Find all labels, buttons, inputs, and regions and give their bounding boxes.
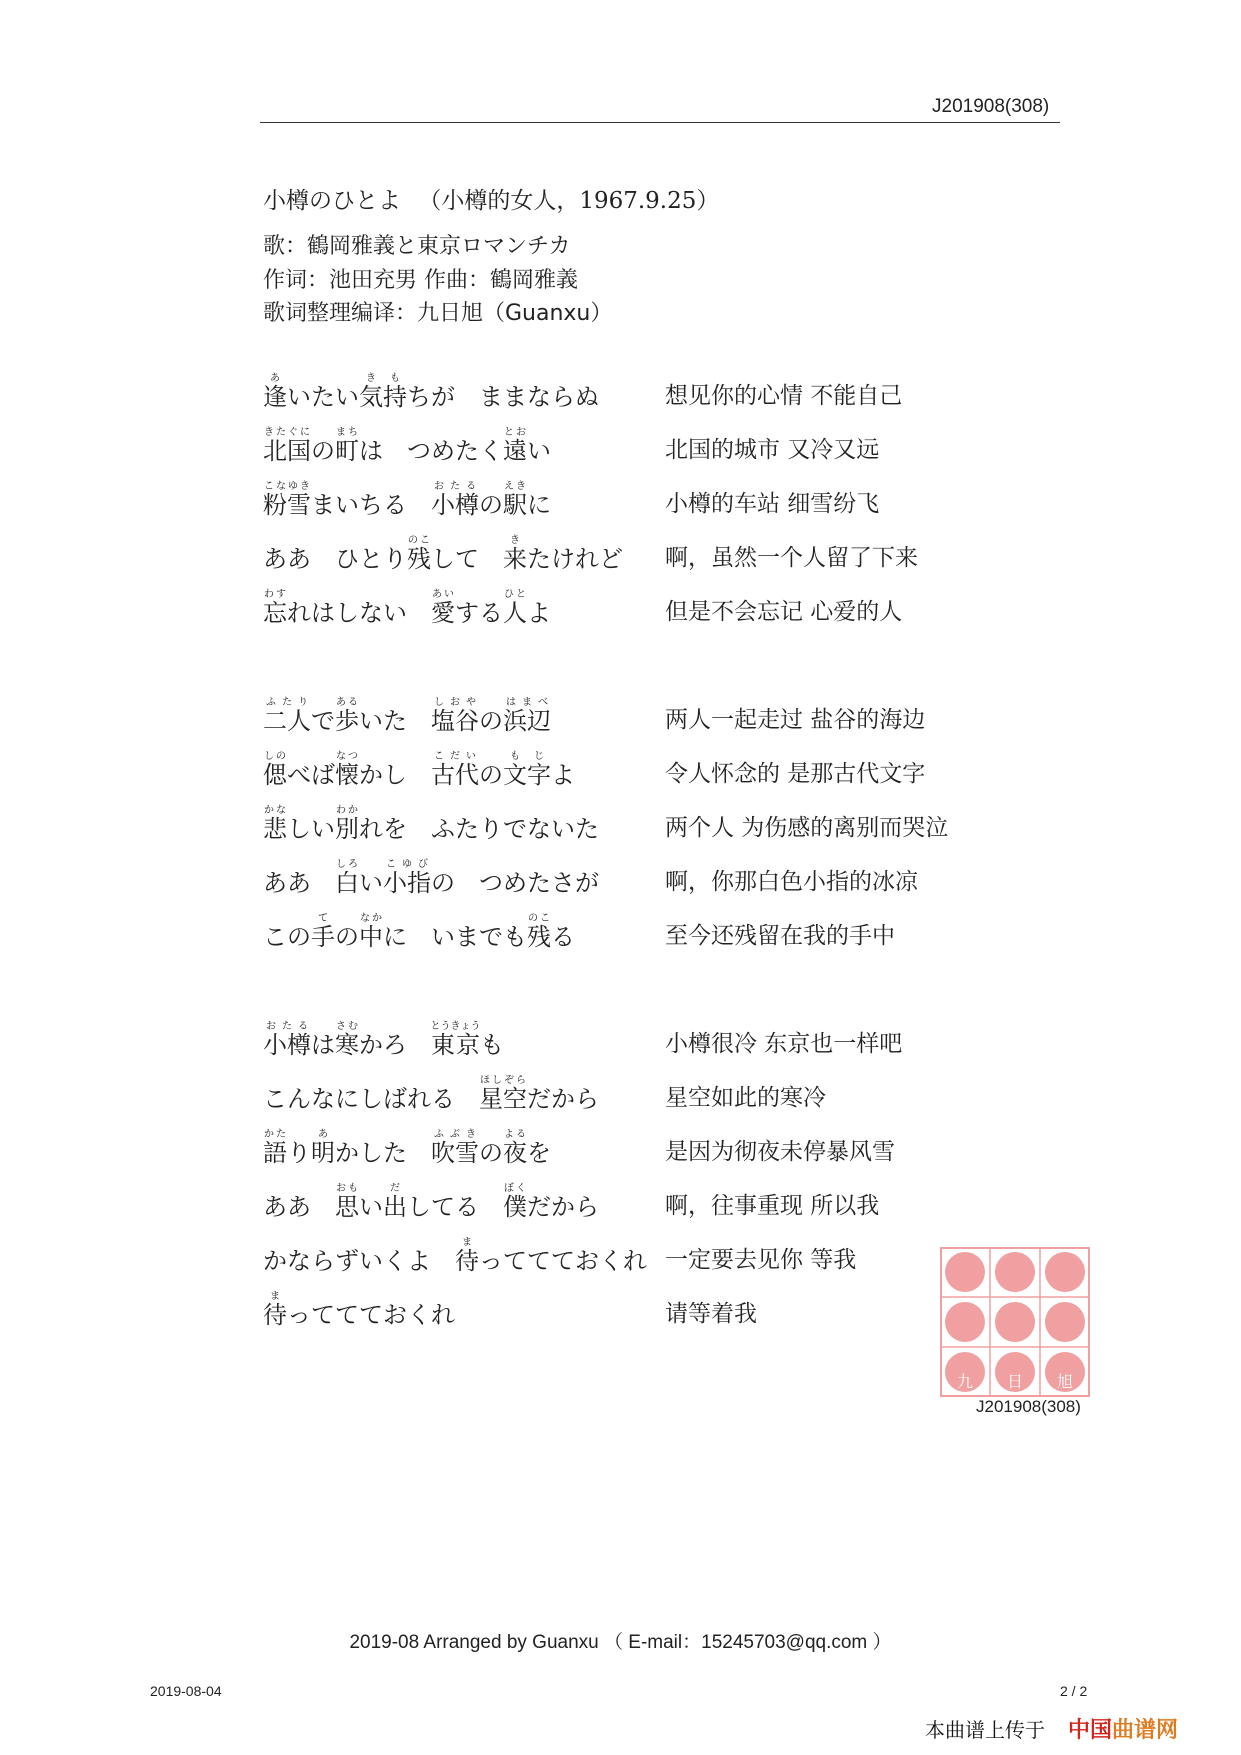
seal-char: 日 <box>1006 1372 1024 1391</box>
seal-dot <box>1045 1252 1085 1292</box>
zh-line: 两人一起走过 盐谷的海边 <box>665 707 926 733</box>
seal-dot <box>995 1252 1035 1292</box>
jp-line: 逢あいたい気持きもちが ままならぬ <box>263 373 599 411</box>
jp-line: 北国きたぐにの町まちは つめたく遠とおい <box>263 427 551 465</box>
footer-date: 2019-08-04 <box>150 1683 222 1699</box>
jp-line: ああ 白しろい小指こゆびの つめたさが <box>263 859 599 897</box>
jp-line: 待まっててておくれ <box>263 1291 455 1329</box>
jp-line: 忘わすれはしない 愛あいする人ひとよ <box>263 589 551 627</box>
zh-line: 请等着我 <box>665 1301 757 1327</box>
zh-line: 想见你的心情 不能自己 <box>665 383 903 409</box>
seal-dot <box>1045 1302 1085 1342</box>
credits-line: 作词：池田充男 作曲：鶴岡雅義 <box>263 268 578 293</box>
zh-line: 一定要去见你 等我 <box>665 1247 857 1273</box>
seal-grid <box>940 1247 1090 1397</box>
seal-char: 旭 <box>1056 1372 1074 1391</box>
seal-char: 九 <box>956 1372 974 1391</box>
jp-line: 小樽おたるは寒さむかろ 東京とうきょうも <box>263 1021 504 1059</box>
page-number: 2 / 2 <box>1060 1683 1088 1699</box>
zh-line: 两个人 为伤感的离别而哭泣 <box>665 815 949 841</box>
zh-line: 啊，往事重现 所以我 <box>665 1193 880 1219</box>
jp-line: 語かたり明あかした 吹雪ふぶきの夜よるを <box>263 1129 551 1167</box>
song-title-sub: （小樽的女人，1967.9.25） <box>418 188 720 214</box>
footer-credit: 2019-08 Arranged by Guanxu （ E-mail：15245703@qq.com ） <box>349 1632 892 1653</box>
zh-line: 星空如此的寒冷 <box>665 1085 826 1111</box>
jp-line: ああ 思おもい出だしてる 僕ぼくだから <box>263 1183 599 1221</box>
seal-code: J201908(308) <box>976 1397 1081 1416</box>
zh-line: 啊，你那白色小指的冰凉 <box>665 869 918 895</box>
zh-line: 小樽很冷 东京也一样吧 <box>665 1031 903 1057</box>
seal-dot <box>995 1302 1035 1342</box>
upload-note: 本曲谱上传于 <box>925 1720 1045 1742</box>
jp-line: 悲かなしい別わかれを ふたりでないた <box>263 805 599 843</box>
jp-line: 二人ふたりで歩あるいた 塩谷しおやの浜辺はまべ <box>263 697 551 735</box>
zh-line: 是因为彻夜未停暴风雪 <box>665 1139 895 1165</box>
song-title <box>263 182 719 215</box>
jp-line: ああ ひとり残のこして 来きたけれど <box>263 535 623 573</box>
singer-line: 歌：鶴岡雅義と東京ロマンチカ <box>263 234 571 259</box>
zh-line: 北国的城市 又冷又远 <box>665 437 880 463</box>
song-title-main: 小樽のひとよ <box>263 188 401 214</box>
jp-line: かならずいくよ 待まっててておくれ <box>263 1237 647 1275</box>
zh-line: 但是不会忘记 心爱的人 <box>665 599 903 625</box>
seal-stamp <box>940 1247 1090 1397</box>
arranger-line: 歌词整理编译：九日旭（Guanxu） <box>263 301 613 326</box>
zh-line: 小樽的车站 细雪纷飞 <box>665 491 880 517</box>
zh-line: 令人怀念的 是那古代文字 <box>665 761 926 787</box>
jp-line: この手ての中なかに いまでも残のこる <box>263 913 575 951</box>
jp-line: こんなにしばれる 星空ほしぞらだから <box>263 1075 599 1113</box>
jp-line: 粉雪こなゆきまいちる 小樽おたるの駅えきに <box>263 481 551 519</box>
jp-line: 偲しのべば懐なつかし 古代こだいの文字もじよ <box>263 751 575 789</box>
seal-dot <box>945 1252 985 1292</box>
logo-text-b: 曲谱网 <box>1112 1718 1179 1743</box>
site-logo[interactable] <box>1068 1713 1178 1744</box>
zh-line: 至今还残留在我的手中 <box>665 923 895 949</box>
seal-dot <box>945 1302 985 1342</box>
header-rule <box>260 122 1060 123</box>
zh-line: 啊，虽然一个人留了下来 <box>665 545 918 571</box>
header-code: J201908(308) <box>932 96 1050 117</box>
logo-text-a: 中国 <box>1068 1718 1113 1743</box>
